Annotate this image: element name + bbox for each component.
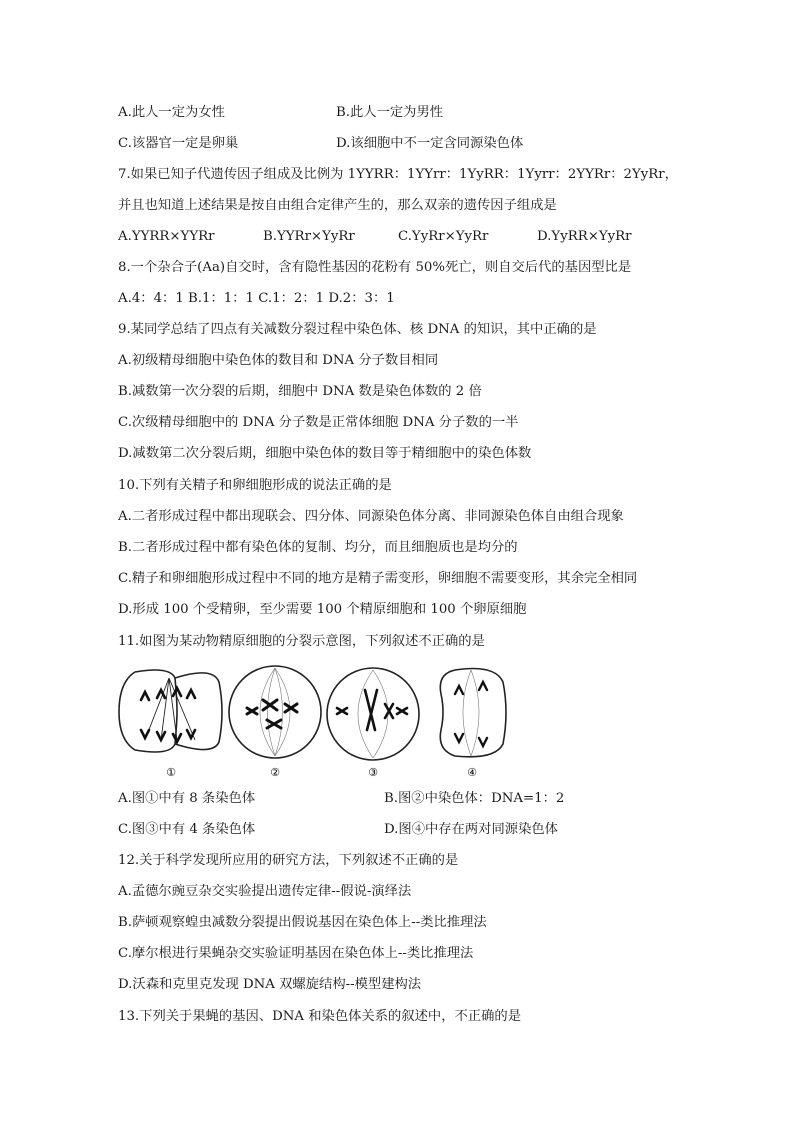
q12-option-c: C.摩尔根进行果蝇杂交实验证明基因在染色体上--类比推理法 (118, 946, 474, 961)
q9-option-a: A.初级精母细胞中染色体的数目和 DNA 分子数目相同 (118, 353, 439, 368)
figure-label-4: ④ (467, 766, 477, 779)
q6-option-a: A.此人一定为女性 (118, 105, 225, 120)
cell-2-membrane (229, 666, 321, 758)
q12-option-d: D.沃森和克里克发现 DNA 双螺旋结构--模型建构法 (118, 977, 422, 992)
q6-option-c: C.该器官一定是卵巢 (118, 136, 239, 151)
q13-stem: 13.下列关于果蝇的基因、DNA 和染色体关系的叙述中，不正确的是 (118, 1009, 521, 1024)
q6-option-b: B.此人一定为男性 (336, 105, 444, 120)
q7-option-c: C.YyRr×YyRr (398, 229, 489, 244)
q12-option-b: B.萨顿观察蝗虫减数分裂提出假说基因在染色体上--类比推理法 (118, 915, 487, 930)
q12-option-a: A.孟德尔豌豆杂交实验提出遗传定律--假说-演绎法 (118, 884, 412, 899)
q9-stem: 9.某同学总结了四点有关减数分裂过程中染色体、核 DNA 的知识，其中正确的是 (118, 322, 597, 337)
q7-stem-line2: 并且也知道上述结果是按自由组合定律产生的，那么双亲的遗传因子组成是 (118, 198, 557, 213)
q11-option-b: B.图②中染色体：DNA=1：2 (384, 791, 565, 806)
q7-stem-line1: 7.如果已知子代遗传因子组成及比例为 1YYRR：1YYrr：1YyRR：1Yyrr：2YYRr：2YyRr， (118, 167, 678, 182)
q9-option-c: C.次级精母细胞中的 DNA 分子数是正常体细胞 DNA 分子数的一半 (118, 415, 519, 430)
q11-option-c: C.图③中有 4 条染色体 (118, 822, 256, 837)
figure-label-2: ② (270, 766, 280, 779)
q11-option-a: A.图①中有 8 条染色体 (118, 791, 256, 806)
q10-option-b: B.二者形成过程中都有染色体的复制、均分，而且细胞质也是均分的 (118, 540, 518, 555)
q10-option-c: C.精子和卵细胞形成过程中不同的地方是精子需变形，卵细胞不需要变形，其余完全相同 (118, 571, 638, 586)
q7-option-a: A.YYRR×YYRr (118, 229, 215, 244)
q8-options: A.4：4：1 B.1：1：1 C.1：2：1 D.2：3：1 (118, 291, 395, 306)
q8-stem: 8.一个杂合子(Aa)自交时，含有隐性基因的花粉有 50%死亡，则自交后代的基因型比是 (118, 260, 632, 275)
cell-division-figure (115, 660, 515, 780)
q6-option-d: D.该细胞中不一定含同源染色体 (336, 136, 524, 151)
q12-stem: 12.关于科学发现所应用的研究方法，下列叙述不正确的是 (118, 853, 459, 868)
q9-option-d: D.减数第二次分裂后期，细胞中染色体的数目等于精细胞中的染色体数 (118, 446, 532, 461)
q7-option-d: D.YyRR×YyRr (537, 229, 632, 244)
figure-label-1: ① (166, 766, 176, 779)
q7-option-b: B.YYRr×YyRr (263, 229, 355, 244)
q10-option-a: A.二者形成过程中都出现联会、四分体、同源染色体分离、非同源染色体自由组合现象 (118, 509, 624, 524)
q10-stem: 10.下列有关精子和卵细胞形成的说法正确的是 (118, 478, 392, 493)
q11-option-d: D.图④中存在两对同源染色体 (384, 822, 558, 837)
cell-4-membrane (440, 669, 506, 757)
q10-option-d: D.形成 100 个受精卵，至少需要 100 个精原细胞和 100 个卵原细胞 (118, 602, 527, 617)
cell-division-diagram (115, 660, 515, 780)
q11-stem: 11.如图为某动物精原细胞的分裂示意图，下列叙述不正确的是 (118, 634, 485, 649)
figure-label-3: ③ (368, 766, 378, 779)
q9-option-b: B.减数第一次分裂的后期，细胞中 DNA 数是染色体数的 2 倍 (118, 384, 482, 399)
